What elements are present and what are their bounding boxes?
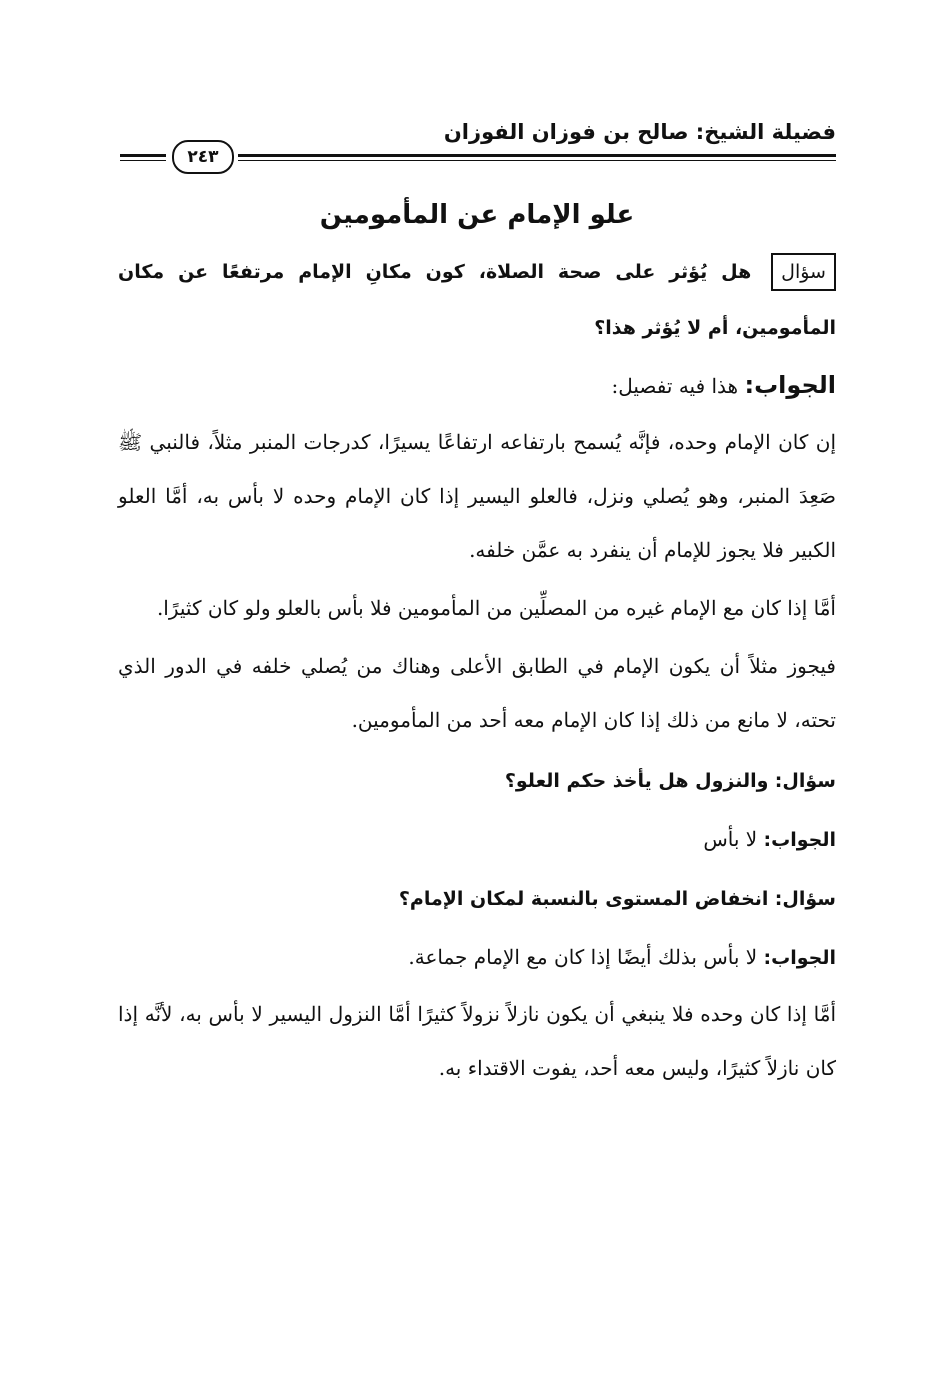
- header-left-dash: [120, 154, 166, 157]
- paragraph: إن كان الإمام وحده، فإنَّه يُسمح بارتفاعه ارتفاعًا يسيرًا، كدرجات المنبر مثلاً، فالنبي ﷺ صَعِدَ المنبر، وهو يُصلي ونزل، فالعلو اليسير إذا كان الإمام وحده لا بأس به، أمَّا العلو الكبير فلا يجوز للإمام أن ينفرد به عمَّن خلفه.: [118, 430, 836, 562]
- header-rule-thin: [238, 160, 836, 161]
- qa-text: لا بأس بذلك أيضًا إذا كان مع الإمام جماعة.: [408, 945, 758, 969]
- qa-label: الجواب:: [763, 829, 836, 851]
- header-left-dash-thin: [120, 160, 166, 161]
- qa-text: انخفاض المستوى بالنسبة لمكان الإمام؟: [398, 888, 769, 910]
- paragraph: فيجوز مثلاً أن يكون الإمام في الطابق الأعلى وهناك من يُصلي خلفه في الدور الذي تحته، لا مانع من ذلك إذا كان الإمام معه أحد من المأمومين.: [118, 654, 836, 732]
- header-title: فضيلة الشيخ: صالح بن فوزان الفوزان: [443, 120, 836, 144]
- question-text: هل يُؤثر على صحة الصلاة، كون مكانِ الإمام مرتفعًا عن مكان المأمومين، أم لا يُؤثر هذا؟: [118, 261, 836, 339]
- answer-intro: [118, 356, 836, 415]
- header-rule: [238, 154, 836, 157]
- qa-line: [118, 810, 836, 869]
- question-label-box: سؤال: [771, 253, 836, 291]
- answer-label: الجواب:: [744, 371, 836, 399]
- qa-text: لا بأس: [703, 827, 758, 851]
- page-content: [118, 190, 836, 1099]
- section-title: علو الإمام عن المأمومين: [319, 200, 635, 230]
- qa-line: [118, 751, 836, 810]
- page-header: [120, 118, 836, 170]
- qa-label: سؤال:: [774, 888, 836, 910]
- qa-label: الجواب:: [763, 947, 836, 969]
- qa-label: سؤال:: [774, 770, 836, 792]
- answer-intro-text: هذا فيه تفصيل:: [611, 374, 739, 398]
- qa-text: والنزول هل يأخذ حكم العلو؟: [504, 770, 769, 792]
- paragraph: أمَّا إذا كان مع الإمام غيره من المصلِّين من المأمومين فلا بأس بالعلو ولو كان كثيرًا.: [156, 596, 836, 620]
- page-number: ٢٤٣: [172, 140, 234, 174]
- qa-line: [118, 928, 836, 987]
- question-block: [118, 244, 836, 356]
- final-paragraph: أمَّا إذا كان وحده فلا ينبغي أن يكون نازلاً نزولاً كثيرًا أمَّا النزول اليسير لا بأس به، لأنَّه إذا كان نازلاً كثيرًا، وليس معه أحد، يفوت الاقتداء به.: [118, 1002, 836, 1080]
- qa-line: [118, 869, 836, 928]
